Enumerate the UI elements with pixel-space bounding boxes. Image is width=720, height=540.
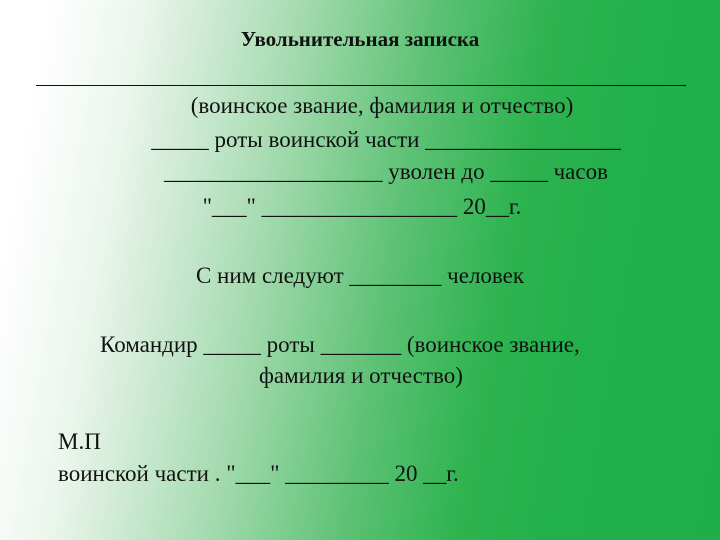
date-line: "___" _________________ 20__г. (202, 194, 522, 219)
company-unit-line: _____ роты воинской части _________________ (151, 127, 621, 152)
rank-name-caption: (воинское звание, фамилия и отчество) (190, 93, 574, 118)
stamp-unit-date-line: воинской части . "___" _________ 20 __г. (58, 461, 459, 486)
commander-line: Командир _____ роты _______ (воинское звание, (100, 332, 580, 357)
dismissed-until-line: ___________________ уволен до _____ часов (164, 159, 608, 184)
accompanied-persons-line: С ним следуют ________ человек (195, 263, 525, 288)
name-underline-rule (36, 85, 686, 86)
commander-name-caption: фамилия и отчество) (259, 363, 463, 388)
document-title: Увольнительная записка (240, 27, 480, 51)
stamp-label: М.П (58, 429, 101, 454)
